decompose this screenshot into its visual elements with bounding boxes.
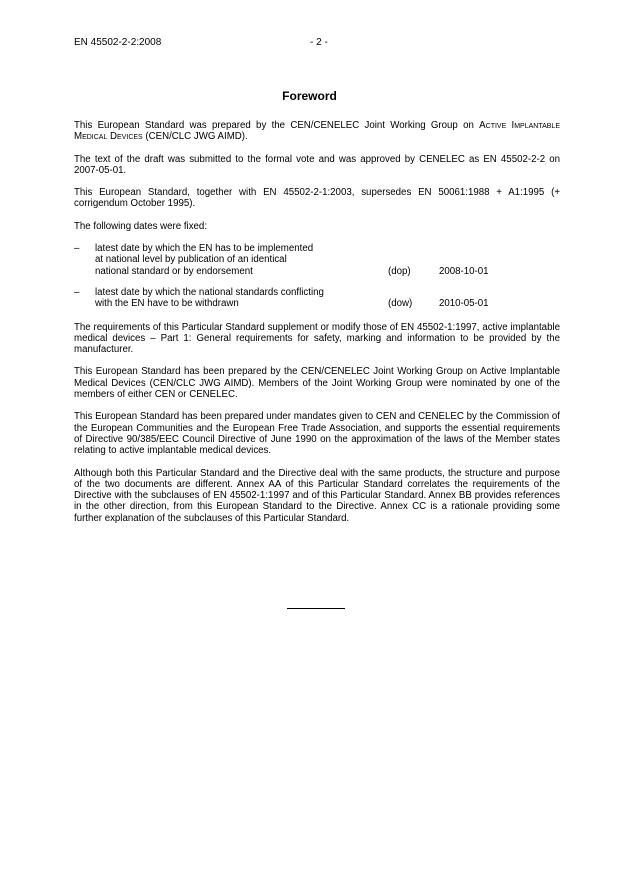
- document-id: EN 45502-2-2:2008: [74, 37, 162, 48]
- paragraph-supersedes: This European Standard, together with EN 45502-2-1:2003, supersedes EN 50061:1988 + A1:1995 (+ corrigendum October 1995).: [74, 187, 560, 210]
- page-title: Foreword: [282, 89, 337, 103]
- dates-list: [74, 243, 560, 309]
- aimd-smallcaps: Active Implantable Medical Devices: [74, 120, 560, 143]
- paragraph-vote: The text of the draft was submitted to the formal vote and was approved by CENELEC as EN 45502-2-2 on 2007-05-01.: [74, 153, 560, 176]
- date-item-dop: [74, 243, 560, 277]
- paragraph-prepared-by-end: (CEN/CLC JWG AIMD).: [142, 131, 248, 143]
- date-item-line: with the EN have to be withdrawn: [95, 298, 239, 310]
- paragraph-annexes: Although both this Particular Standard and the Directive deal with the same products, the structure and purpose of the two documents are different. Annex AA of this Particular Standard correlates the requirements of the Directive with the subclauses of EN 45502-1:1997 and of this Particular Standard. Annex BB provides references in the other direction, from this European Standard to the Directive. Annex CC is a rationale providing some further explanation of the subclauses of this Particular Standard.: [74, 467, 560, 524]
- paragraph-requirements: The requirements of this Particular Standard supplement or modify those of EN 45502-1:1997, active implantable medical devices – Part 1: General requirements for safety, marking and information to be provided by the manufacturer.: [74, 321, 560, 356]
- date-value: 2010-05-01: [439, 298, 489, 310]
- end-rule: [287, 608, 345, 609]
- dash-bullet: –: [74, 286, 80, 298]
- dash-bullet: –: [74, 243, 80, 255]
- paragraph-working-group: This European Standard has been prepared by the CEN/CENELEC Joint Working Group on Active Implantable Medical Devices (CEN/CLC JWG AIMD). Members of the Joint Working Group were nominated by one of the members of either CEN or CENELEC.: [74, 366, 560, 401]
- date-item-line: latest date by which the EN has to be implemented: [95, 243, 314, 255]
- date-item-dow: [74, 287, 560, 310]
- paragraph-mandates: This European Standard has been prepared under mandates given to CEN and CENELEC by the Commission of the European Communities and the European Free Trade Association, and supports the essential requirements of Directive 90/385/EEC Council Directive of June 1990 on the approximation of the laws of the Member states relating to active implantable medical devices.: [74, 411, 560, 457]
- date-item-line: latest date by which the national standards conflicting: [95, 286, 324, 298]
- foreword-body: [74, 120, 560, 535]
- paragraph-prepared-by-text: This European Standard was prepared by the CEN/CENELEC Joint Working Group on: [74, 120, 480, 131]
- date-item-line: national standard or by endorsement: [95, 265, 253, 277]
- page-number: - 2 -: [310, 37, 328, 48]
- page-header: [74, 37, 559, 51]
- date-item-line: at national level by publication of an identical: [95, 254, 287, 266]
- paragraph-dates-intro: The following dates were fixed:: [74, 220, 208, 232]
- date-abbreviation: (dow): [388, 298, 413, 310]
- paragraph-prepared-by: [74, 120, 560, 143]
- date-item-description: [95, 287, 365, 310]
- date-abbreviation: (dop): [388, 265, 411, 277]
- date-item-description: [95, 243, 365, 277]
- date-value: 2008-10-01: [439, 265, 489, 277]
